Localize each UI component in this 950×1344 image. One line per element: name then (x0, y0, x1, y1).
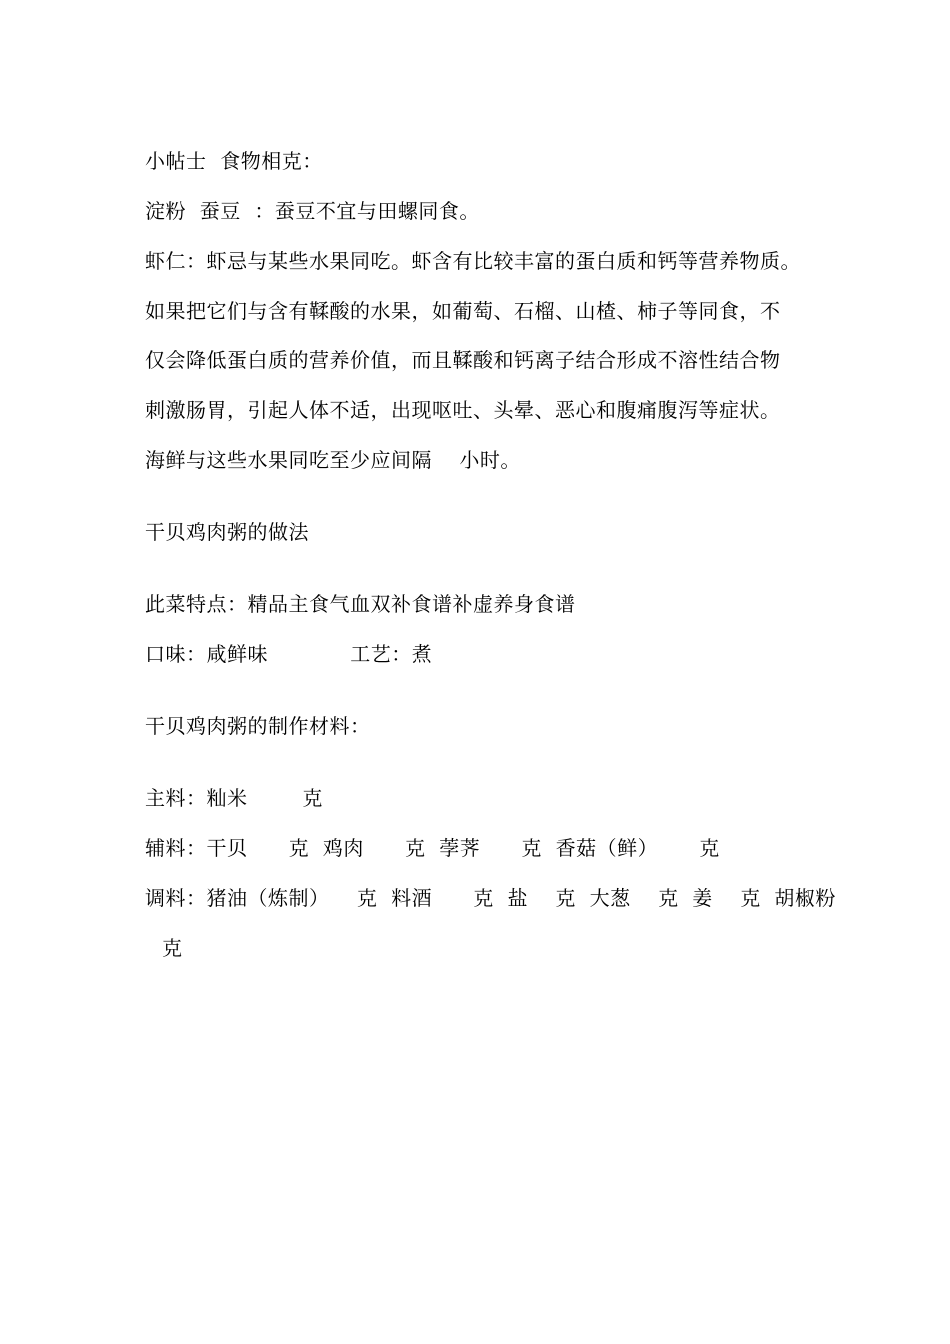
tip-paragraph-line: 刺激肠胃，引起人体不适，出现呕吐、头晕、恶心和腹痛腹泻等症状。 (145, 398, 781, 422)
main-ingredient: 主料：籼米 克 (145, 786, 323, 810)
materials-heading: 干贝鸡肉粥的制作材料： (145, 714, 371, 738)
tip-paragraph-line: 海鲜与这些水果同吃至少应间隔 小时。 (145, 448, 521, 472)
tip-paragraph-line: 仅会降低蛋白质的营养价值，而且鞣酸和钙离子结合形成不溶性结合物 (145, 348, 781, 372)
taste-and-craft: 口味：咸鲜味 工艺：煮 (145, 642, 433, 666)
dish-features: 此菜特点：精品主食气血双补食谱补虚养身食谱 (145, 592, 576, 616)
seasoning-ingredients: 调料：猪油（炼制） 克 料酒 克 盐 克 大葱 克 姜 克 胡椒粉 (145, 886, 836, 910)
tip-paragraph-line: 虾仁：虾忌与某些水果同吃。虾含有比较丰富的蛋白质和钙等营养物质。 (145, 249, 801, 273)
tip-paragraph-line: 如果把它们与含有鞣酸的水果，如葡萄、石榴、山楂、柿子等同食，不 (145, 299, 781, 323)
tips-heading: 小帖士 食物相克： (145, 149, 323, 173)
auxiliary-ingredients: 辅料：干贝 克 鸡肉 克 荸荠 克 香菇（鲜） 克 (145, 836, 720, 860)
tip-line-broad-bean: 淀粉 蚕豆 ：蚕豆不宜与田螺同食。 (145, 199, 480, 223)
seasoning-ingredients-continued: 克 (162, 936, 183, 960)
recipe-title: 干贝鸡肉粥的做法 (145, 520, 309, 544)
